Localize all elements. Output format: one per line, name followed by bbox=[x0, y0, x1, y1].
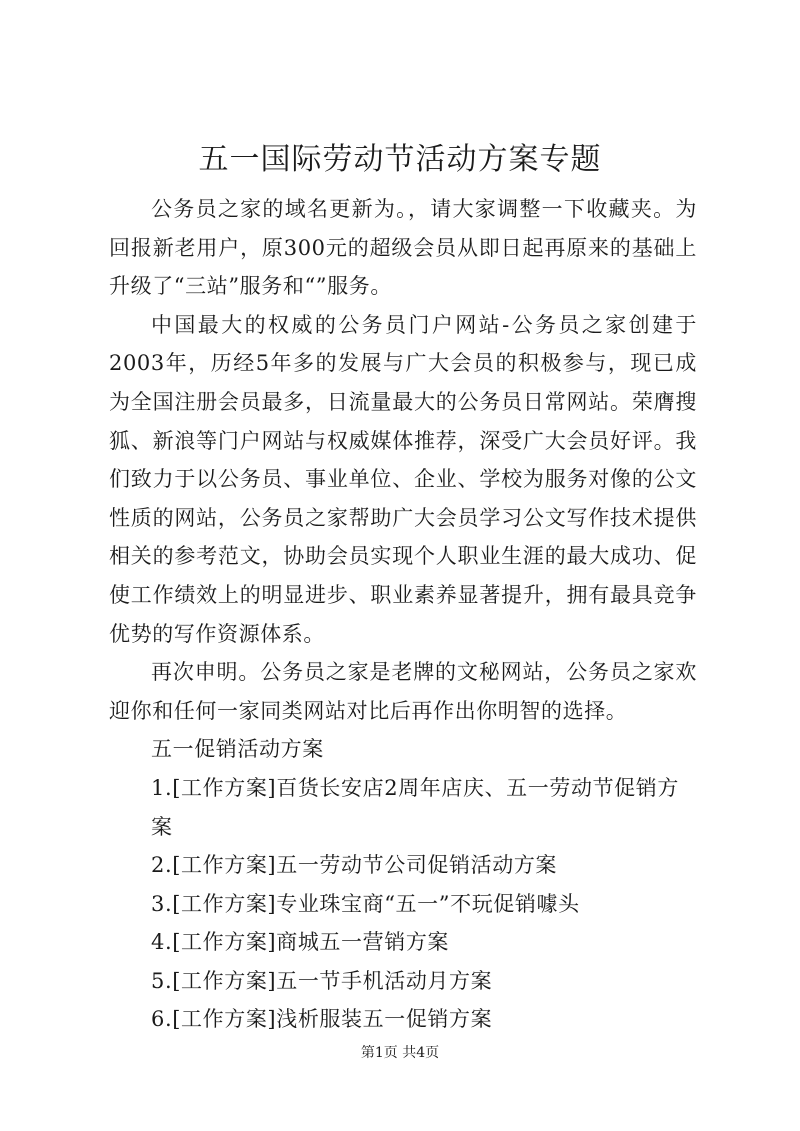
document-body bbox=[109, 190, 697, 1039]
section-heading: 五一促销活动方案 bbox=[151, 737, 324, 762]
list-item: 5.[工作方案]五一节手机活动月方案 bbox=[151, 968, 493, 993]
paragraph-statement: 再次申明。公务员之家是老牌的文秘网站，公务员之家欢迎你和任何一家同类网站对比后再作出你明智的选择。 bbox=[109, 660, 697, 723]
page-number-footer: 第1页 共4页 bbox=[360, 1045, 440, 1061]
list-item: 6.[工作方案]浅析服装五一促销方案 bbox=[151, 1007, 493, 1032]
list-item: 4.[工作方案]商城五一营销方案 bbox=[151, 930, 450, 955]
paragraph-site-intro: 中国最大的权威的公务员门户网站-公务员之家创建于2003年，历经5年多的发展与广大会员的积极参与，现已成为全国注册会员最多，日流量最大的公务员日常网站。荣膺搜狐、新浪等门户网站与权威媒体推荐，深受广大会员好评。我们致力于以公务员、事业单位、企业、学校为服务对像的公文性质的网站，公务员之家帮助广大会员学习公文写作技术提供相关的参考范文，协助会员实现个人职业生涯的最大成功、促使工作绩效上的明显进步、职业素养显著提升，拥有最具竞争优势的写作资源体系。 bbox=[109, 312, 697, 646]
list-item: 2.[工作方案]五一劳动节公司促销活动方案 bbox=[151, 853, 558, 878]
list-item: 1.[工作方案]百货长安店2周年店庆、五一劳动节促销方案 bbox=[151, 775, 679, 839]
list-item: 3.[工作方案]专业珠宝商“五一”不玩促销噱头 bbox=[151, 891, 580, 916]
paragraph-domain-notice: 公务员之家的域名更新为。，请大家调整一下收藏夹。为回报新老用户，原300元的超级会员从即日起再原来的基础上升级了“三站”服务和“”服务。 bbox=[109, 197, 697, 299]
plan-list bbox=[109, 769, 697, 1039]
page-title: 五一国际劳动节活动方案专题 bbox=[198, 142, 602, 177]
